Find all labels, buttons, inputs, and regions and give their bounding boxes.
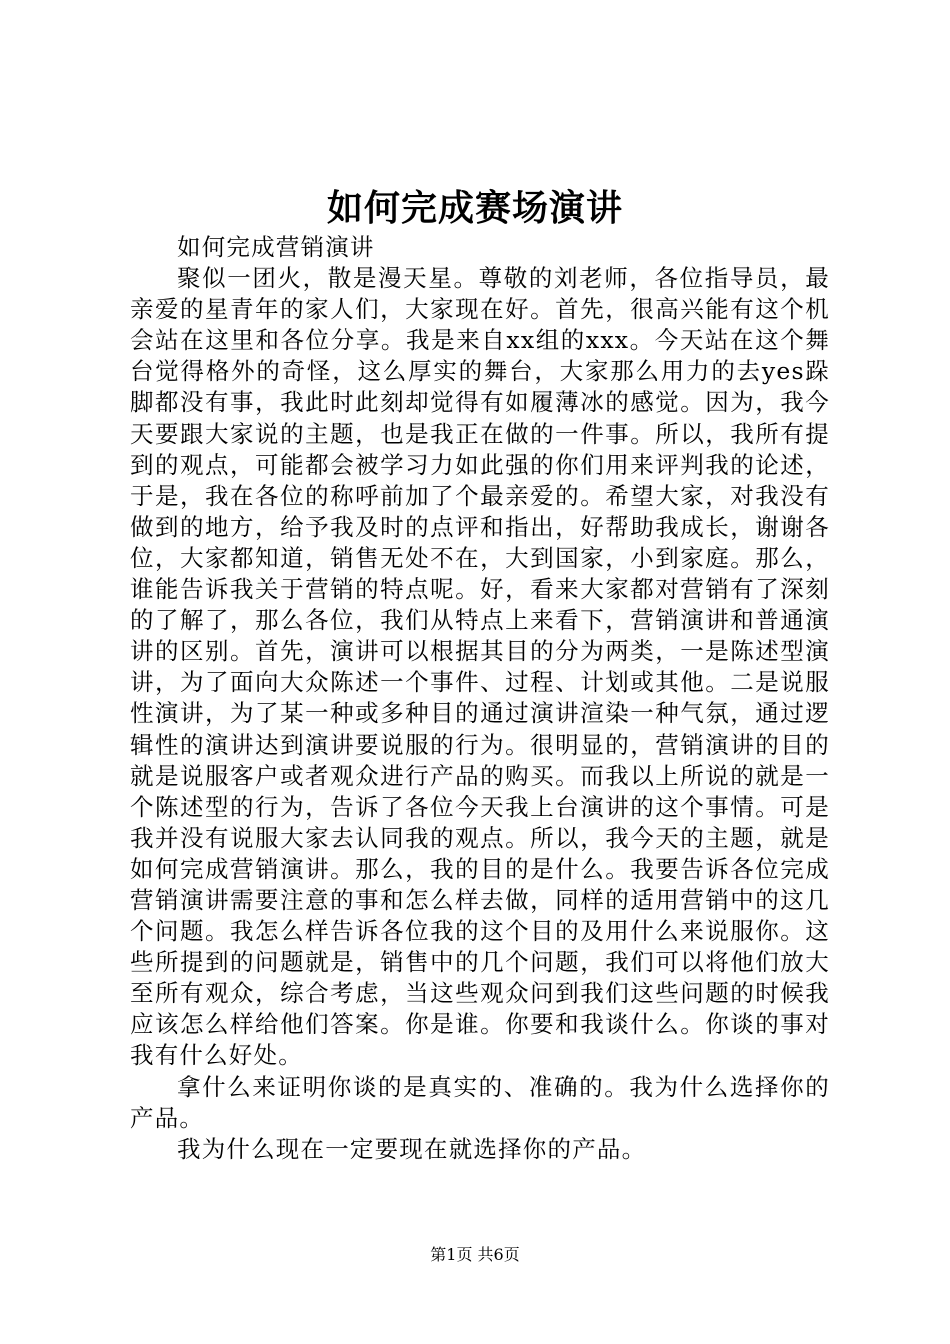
document-title: 如何完成赛场演讲 — [326, 187, 623, 229]
paragraph-main: 聚似一团火，散是漫天星。尊敬的刘老师，各位指导员，最亲爱的星青年的家人们，大家现在好。首先，很高兴能有这个机会站在这里和各位分享。我是来自xx组的xxx。今天站在这个舞台觉得格外的奇怪，这么厚实的舞台，大家那么用力的去yes跺脚都没有事，我此时此刻却觉得有如履薄冰的感觉。因为，我今天要跟大家说的主题，也是我正在做的一件事。所以，我所有提到的观点，可能都会被学习力如此强的你们用来评判我的论述，于是，我在各位的称呼前加了个最亲爱的。希望大家，对我没有做到的地方，给予我及时的点评和指出，好帮助我成长，谢谢各位，大家都知道，销售无处不在，大到国家，小到家庭。那么，谁能告诉我关于营销的特点呢。好，看来大家都对营销有了深刻的了解了，那么各位，我们从特点上来看下，营销演讲和普通演讲的区别。首先，演讲可以根据其目的分为两类，一是陈述型演讲，为了面向大众陈述一个事件、过程、计划或其他。二是说服性演讲，为了某一种或多种目的通过演讲渲染一种气氛，通过逻辑性的演讲达到演讲要说服的行为。很明显的，营销演讲的目的就是说服客户或者观众进行产品的购买。而我以上所说的就是一个陈述型的行为，告诉了各位今天我上台演讲的这个事情。可是我并没有说服大家去认同我的观点。所以，我今天的主题，就是如何完成营销演讲。那么，我的目的是什么。我要告诉各位完成营销演讲需要注意的事和怎么样去做，同样的适用营销中的这几个问题。我怎么样告诉各位我的这个目的及用什么来说服你。这些所提到的问题就是，销售中的几个问题，我们可以将他们放大至所有观众，综合考虑，当这些观众问到我们这些问题的时候我应该怎么样给他们答案。你是谁。你要和我谈什么。你谈的事对我有什么好处。 — [130, 264, 830, 1070]
paragraph-why-now: 我为什么现在一定要现在就选择你的产品。 — [177, 1134, 647, 1163]
paragraph-proof: 拿什么来证明你谈的是真实的、准确的。我为什么选择你的产品。 — [130, 1072, 830, 1132]
page-number-footer: 第1页 共6页 — [430, 1245, 520, 1264]
document-body — [130, 232, 830, 1165]
paragraph-subtitle: 如何完成营销演讲 — [177, 233, 375, 261]
